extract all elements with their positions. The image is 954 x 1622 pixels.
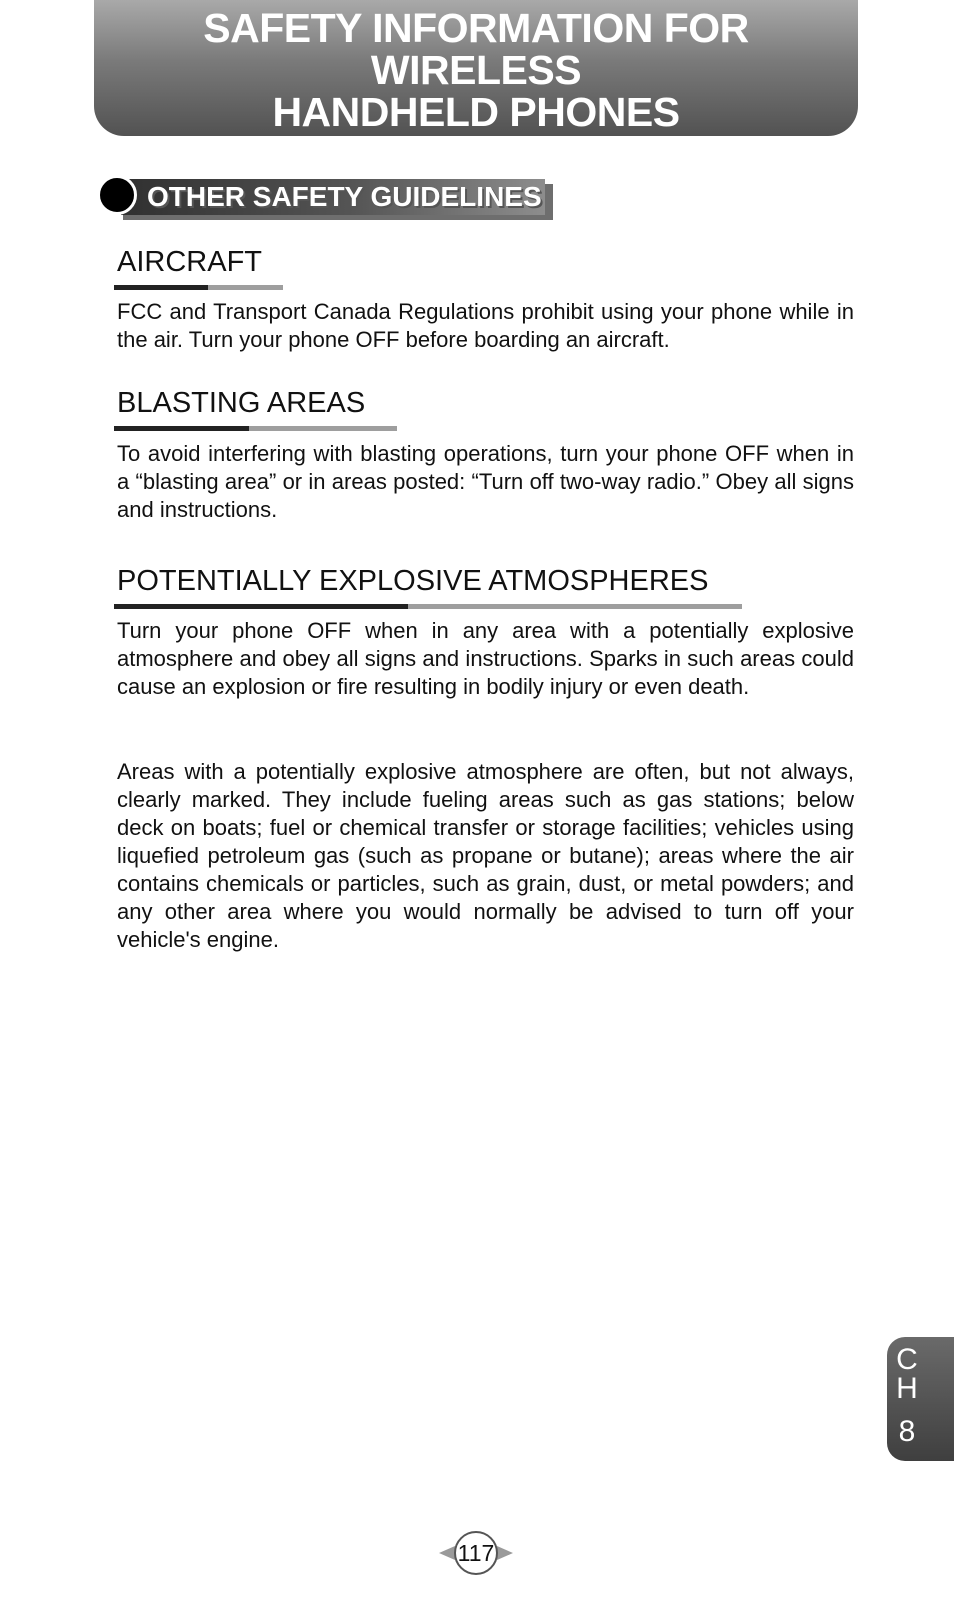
page-header: [94, 0, 858, 136]
paragraph-explosive-atmospheres-2: Areas with a potentially explosive atmosphere are often, but not always, clearly marked. They include fueling areas such as gas stations; below deck on boats; fuel or chemical transfer or storage facilities; vehicles using liquefied petroleum gas (such as propane or butane); areas where the air contains chemicals or particles, such as grain, dust, or metal powders; and any other area where you would normally be advised to turn off your vehicle's engine.: [117, 759, 854, 952]
paragraph-explosive-atmospheres-1: Turn your phone OFF when in any area with a potentially explosive atmosphere and obey all signs and instructions. Sparks in such areas could cause an explosion or fire resulting in bodily injury or even death.: [117, 618, 854, 699]
page-title-line-1: SAFETY INFORMATION FOR WIRELESS: [203, 5, 749, 93]
chapter-tab: [887, 1337, 954, 1461]
page-title: [94, 3, 858, 133]
chapter-tab-number: 8: [898, 1415, 916, 1448]
page-number-badge: [437, 1528, 517, 1582]
bullet-circle-icon: [97, 175, 137, 215]
heading-explosive-atmospheres: POTENTIALLY EXPLOSIVE ATMOSPHERES: [117, 565, 709, 597]
heading-underline: [114, 604, 742, 609]
chapter-tab-letter-c: C: [896, 1343, 918, 1376]
heading-underline: [114, 426, 397, 431]
section-banner: [97, 175, 557, 223]
paragraph-aircraft: FCC and Transport Canada Regulations prohibit using your phone while in the air. Turn your phone OFF before boarding an aircraft.: [117, 299, 854, 352]
heading-blasting-areas: BLASTING AREAS: [117, 387, 366, 419]
paragraph-blasting-areas: To avoid interfering with blasting operations, turn your phone OFF when in a “blasting area” or in areas posted: “Turn off two-way radio.” Obey all signs and instructions.: [117, 441, 854, 522]
heading-underline: [114, 285, 283, 290]
section-title: OTHER SAFETY GUIDELINES: [147, 181, 542, 212]
page-title-line-2: HANDHELD PHONES: [272, 89, 680, 135]
page-number: 117: [457, 1540, 495, 1566]
chapter-tab-letter-h: H: [896, 1372, 918, 1405]
heading-aircraft: AIRCRAFT: [117, 246, 262, 278]
